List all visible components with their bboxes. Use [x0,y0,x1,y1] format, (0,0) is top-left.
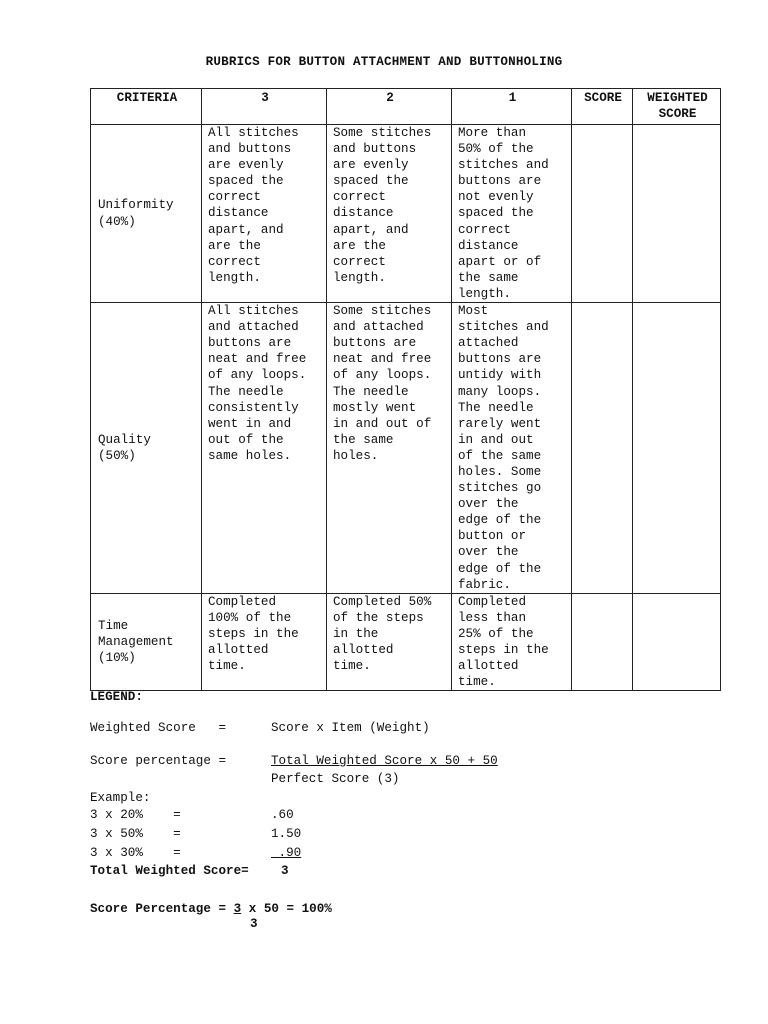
level-2-cell: Some stitches and attached buttons are neat and free of any loops. The needle mostly went in and out of the same holes. [327,303,452,594]
weighted-score-formula: Score x Item (Weight) [271,721,430,735]
table-header-row [91,89,721,125]
header-criteria: CRITERIA [91,89,202,125]
legend-heading: LEGEND: [90,690,143,704]
level-3-cell: All stitches and buttons are evenly spaced the correct distance apart, and are the correct length. [202,125,327,303]
page-title: RUBRICS FOR BUTTON ATTACHMENT AND BUTTONHOLING [205,55,563,69]
level-2-cell: Some stitches and buttons are evenly spaced the correct distance apart, and are the correct length. [327,125,452,303]
example-result: .60 [271,808,294,822]
weighted-score-cell [633,303,721,594]
score-cell [572,303,633,594]
header-score-1: 1 [452,89,572,125]
final-numerator: 3 [233,902,242,916]
header-score-3: 3 [202,89,327,125]
table-row [91,125,721,303]
level-1-cell: Most stitches and attached buttons are untidy with many loops. The needle rarely went in and out of the same holes. Some stitches go over the edge of the button or over the edge of the fabric. [452,303,572,594]
criteria-cell: Time Management (10%) [91,593,202,691]
score-percentage-label: Score percentage = [90,754,227,768]
weighted-score-label: Weighted Score = [90,721,227,735]
rubric-table [90,88,721,691]
level-1-cell: Completed less than 25% of the steps in the allotted time. [452,593,572,691]
header-score-2: 2 [327,89,452,125]
table-row [91,303,721,594]
criteria-cell: Quality (50%) [91,303,202,594]
final-denominator: 3 [250,917,258,931]
level-1-cell: More than 50% of the stitches and buttons are not evenly spaced the correct distance apart or of the same length. [452,125,572,303]
final-suffix: x 50 = 100% [241,902,332,916]
total-weighted-score-value: 3 [281,864,289,878]
example-label: Example: [90,791,151,805]
example-expression: 3 x 30% = [90,846,181,860]
example-expression: 3 x 50% = [90,827,181,841]
final-prefix: Score Percentage = [90,902,234,916]
weighted-score-cell [633,125,721,303]
score-cell [572,125,633,303]
level-2-cell: Completed 50% of the steps in the allotted time. [327,593,452,691]
final-score-percentage [90,901,332,917]
total-weighted-score-label: Total Weighted Score= [90,864,249,878]
score-cell [572,593,633,691]
criteria-cell: Uniformity (40%) [91,125,202,303]
example-result: .90 [271,846,302,860]
header-score: SCORE [572,89,633,125]
header-weighted-score: WEIGHTED SCORE [633,89,721,125]
weighted-score-cell [633,593,721,691]
level-3-cell: All stitches and attached buttons are neat and free of any loops. The needle consistently went in and out of the same holes. [202,303,327,594]
score-percentage-denominator: Perfect Score (3) [271,772,400,786]
score-percentage-numerator: Total Weighted Score x 50 + 50 [271,754,498,768]
level-3-cell: Completed 100% of the steps in the allotted time. [202,593,327,691]
example-result: 1.50 [271,827,302,841]
table-row [91,593,721,691]
example-expression: 3 x 20% = [90,808,181,822]
